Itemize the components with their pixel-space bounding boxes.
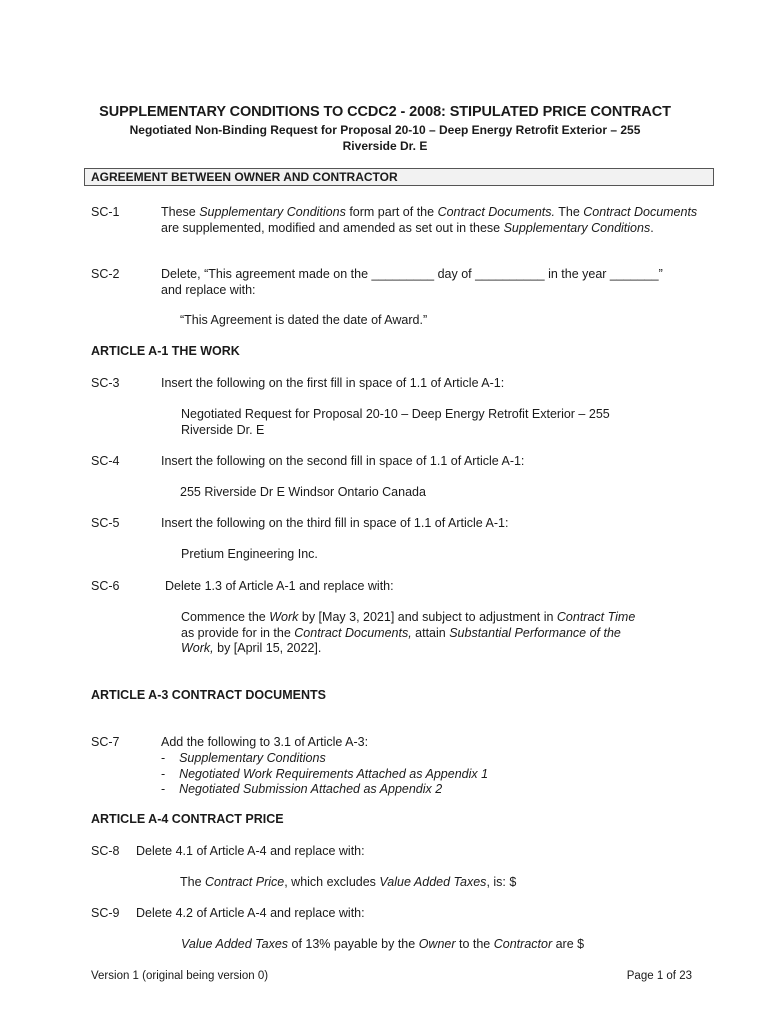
list-item: - Negotiated Work Requirements Attached as Appendix 1 xyxy=(161,766,489,781)
article-a4-heading: ARTICLE A-4 CONTRACT PRICE xyxy=(91,812,284,826)
sc5-text: Insert the following on the third fill in space of 1.1 of Article A-1: xyxy=(161,516,509,530)
sc2-line-2: and replace with: xyxy=(161,283,256,297)
sc4-label: SC-4 xyxy=(91,454,120,468)
footer-page-number: Page 1 of 23 xyxy=(626,970,692,982)
sc3-text: Insert the following on the first fill in space of 1.1 of Article A-1: xyxy=(161,376,505,390)
sc3-detail-2: Riverside Dr. E xyxy=(181,423,265,437)
sc8-label: SC-8 xyxy=(91,844,120,858)
sc6-label: SC-6 xyxy=(91,579,120,593)
subtitle-line-1: Negotiated Non-Binding Request for Proposal 20-10 – Deep Energy Retrofit Exterior – 255 xyxy=(129,123,641,137)
sc7-label: SC-7 xyxy=(91,735,120,749)
sc9-text: Delete 4.2 of Article A-4 and replace with: xyxy=(136,906,365,920)
footer-version: Version 1 (original being version 0) xyxy=(91,970,269,982)
sc1-text: These Supplementary Conditions form part of the Contract Documents. The Contract Documents are supplemented, modified and amended as set out in these Supplementary Conditions. xyxy=(161,205,698,235)
subtitle-line-2: Riverside Dr. E xyxy=(342,139,428,153)
sc9-detail: Value Added Taxes of 13% payable by the Owner to the Contractor are $ xyxy=(181,937,585,951)
sc7-text: Add the following to 3.1 of Article A-3: xyxy=(161,735,369,749)
sc4-text: Insert the following on the second fill in space of 1.1 of Article A-1: xyxy=(161,454,525,468)
list-item: - Supplementary Conditions xyxy=(161,751,326,765)
sc6-detail: Commence the Work by [May 3, 2021] and subject to adjustment in Contract Time as provide for in the Contract Documents, attain Substantial Performance of the Work, by [April 15, 2022]. xyxy=(181,610,636,655)
document-subtitle xyxy=(100,122,670,154)
section-header-agreement: AGREEMENT BETWEEN OWNER AND CONTRACTOR xyxy=(84,168,714,186)
sc5-detail: Pretium Engineering Inc. xyxy=(181,547,318,561)
sc4-detail: 255 Riverside Dr E Windsor Ontario Canada xyxy=(180,485,426,499)
sc2-label: SC-2 xyxy=(91,267,120,281)
sc3-label: SC-3 xyxy=(91,376,120,390)
list-item: - Negotiated Submission Attached as Appendix 2 xyxy=(161,782,443,796)
sc2-quote: “This Agreement is dated the date of Award.” xyxy=(180,313,428,327)
sc7-list xyxy=(161,751,488,798)
sc1-label: SC-1 xyxy=(91,205,120,219)
sc2-line-1: Delete, “This agreement made on the _________ day of __________ in the year _______” xyxy=(161,267,663,281)
article-a3-heading: ARTICLE A-3 CONTRACT DOCUMENTS xyxy=(91,688,326,702)
sc3-detail-1: Negotiated Request for Proposal 20-10 – Deep Energy Retrofit Exterior – 255 xyxy=(181,407,610,421)
sc8-text: Delete 4.1 of Article A-4 and replace with: xyxy=(136,844,365,858)
sc8-detail: The Contract Price, which excludes Value Added Taxes, is: $ xyxy=(180,875,517,889)
article-a1-heading: ARTICLE A-1 THE WORK xyxy=(91,344,240,358)
document-title: SUPPLEMENTARY CONDITIONS TO CCDC2 - 2008: STIPULATED PRICE CONTRACT xyxy=(99,104,671,120)
sc6-text: Delete 1.3 of Article A-1 and replace with: xyxy=(165,579,394,593)
sc5-label: SC-5 xyxy=(91,516,120,530)
sc9-label: SC-9 xyxy=(91,906,120,920)
